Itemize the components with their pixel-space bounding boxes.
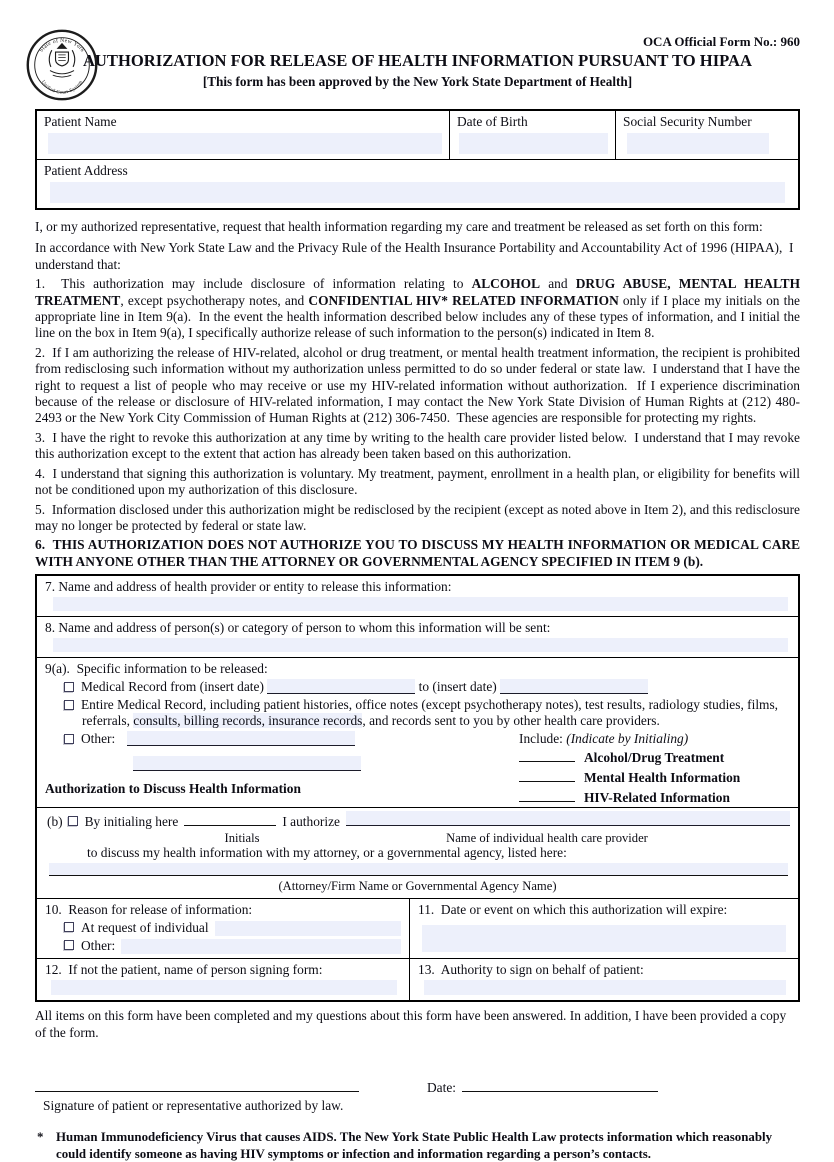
reason-other-label: Other: xyxy=(81,938,116,954)
form-number: OCA Official Form No.: 960 xyxy=(642,34,800,49)
patient-name-field[interactable] xyxy=(48,133,442,154)
item9b-row xyxy=(37,807,798,898)
request-individual-line xyxy=(64,920,401,936)
approval-note: [This form has been approved by the New York State Department of Health] xyxy=(202,74,633,89)
initialing-text: By initialing here xyxy=(84,814,179,830)
medical-record-text: Medical Record from (insert date) xyxy=(81,679,264,695)
initialing-line xyxy=(47,811,790,830)
item12-cell xyxy=(37,959,409,1000)
initialing-captions xyxy=(45,830,790,845)
authority-field[interactable] xyxy=(424,980,786,995)
alcohol-treatment-label: Alcohol/Drug Treatment xyxy=(584,750,725,766)
svg-text:Unified Court System: Unified Court System xyxy=(39,79,85,96)
term-item-6: 6. THIS AUTHORIZATION DOES NOT AUTHORIZE YOU TO DISCUSS MY HEALTH INFORMATION OR MEDICAL CARE WITH ANYONE OTHER THAN THE ATTORNEY OR GOVERNMENTAL AGENCY SPECIFIED IN ITEM 9 (b). xyxy=(35,537,800,569)
entire-record-text-end: , and records sent to you by other health care providers. xyxy=(362,713,660,729)
signature-block xyxy=(35,1078,800,1096)
item13-label: 13. Authority to sign on behalf of patient: xyxy=(418,962,644,978)
alcohol-initial-blank xyxy=(519,750,575,762)
discuss-authorization-checkbox[interactable] xyxy=(68,816,78,826)
footnote-text: Human Immunodeficiency Virus that causes AIDS. The New York State Public Health Law protects information which reasonably could identify someone as having HIV symptoms or infection and information regarding a person’s contacts. xyxy=(56,1129,773,1161)
patient-address-label: Patient Address xyxy=(44,163,128,178)
ssn-label: Social Security Number xyxy=(623,114,752,129)
intro-paragraph-1: I, or my authorized representative, request that health information regarding my care and treatment be released as set forth on this form: xyxy=(35,219,763,234)
signature-caption: Signature of patient or representative authorized by law. xyxy=(43,1097,344,1113)
mental-health-initial-blank xyxy=(519,770,575,782)
authorize-text: I authorize xyxy=(282,814,340,830)
provider-name-address-field[interactable] xyxy=(53,597,788,611)
initials-caption: Initials xyxy=(224,831,260,846)
request-individual-field[interactable] xyxy=(215,921,401,936)
other-info-field-2[interactable] xyxy=(133,756,361,771)
reason-other-checkbox[interactable] xyxy=(64,940,74,950)
patient-info-table xyxy=(35,109,800,210)
provider-caption: Name of individual health care provider xyxy=(446,831,648,846)
include-label-line xyxy=(519,731,807,747)
entire-record-highlighted-text: consults, billing records, insurance records xyxy=(133,713,363,729)
nys-unified-court-system-seal-icon xyxy=(25,28,99,102)
term1-bold-drug-abuse: DRUG ABUSE, MENTAL HEALTH TREATMENT xyxy=(35,276,801,308)
patient-address-cell xyxy=(37,159,798,208)
release-details-table xyxy=(35,574,800,1002)
signature-line xyxy=(35,1078,359,1092)
patient-name-cell xyxy=(37,111,449,159)
signer-name-field[interactable] xyxy=(51,980,397,995)
include-label: Include: xyxy=(519,731,563,747)
item10-cell xyxy=(37,899,409,958)
term1-text: only if I place my initials on the appropriate line in Item 9(a). In the event the health information described below includes any of these types of information, and I initial the line on the box in Item 9(a), I specifically authorize release of such information to the person(s) indicated in Item 8. xyxy=(35,292,800,341)
date-label: Date: xyxy=(427,1079,456,1095)
authorized-provider-field[interactable] xyxy=(346,811,790,826)
expiration-field[interactable] xyxy=(422,925,786,952)
dob-label: Date of Birth xyxy=(457,114,528,129)
hiv-footnote xyxy=(35,1129,800,1162)
agency-caption: (Attorney/Firm Name or Governmental Agency Name) xyxy=(278,879,557,894)
medical-record-checkbox[interactable] xyxy=(64,682,74,692)
mental-health-initial-line xyxy=(519,770,807,787)
alcohol-initial-line xyxy=(519,750,807,767)
item9a-label: 9(a). Specific information to be released: xyxy=(45,661,268,677)
request-individual-checkbox[interactable] xyxy=(64,922,74,932)
item11-cell xyxy=(409,899,798,958)
ssn-cell xyxy=(615,111,798,159)
item9a-row xyxy=(37,657,798,807)
date-line xyxy=(462,1078,658,1092)
form-header xyxy=(35,26,800,100)
term1-text: and xyxy=(540,276,576,292)
mental-health-label: Mental Health Information xyxy=(584,770,741,786)
item10-label: 10. Reason for release of information: xyxy=(45,902,253,918)
item8-label: 8. Name and address of person(s) or category of person to whom this information will be sent: xyxy=(45,620,551,636)
request-individual-label: At request of individual xyxy=(81,920,209,936)
item13-cell xyxy=(409,959,798,1000)
term1-text: , except psychotherapy notes, and xyxy=(120,292,309,308)
medical-record-to-text: to (insert date) xyxy=(418,679,497,695)
patient-name-label: Patient Name xyxy=(44,114,117,129)
svg-text:State of New York: State of New York xyxy=(38,37,86,54)
other-info-label: Other: xyxy=(81,731,116,747)
dob-field[interactable] xyxy=(459,133,608,154)
reason-other-line xyxy=(64,938,401,954)
entire-record-checkbox[interactable] xyxy=(64,700,74,710)
closing-statement: All items on this form have been completed and my questions about this form have been answered. In addition, I have been provided a copy of the form. xyxy=(35,1008,787,1040)
discuss-heading: Authorization to Discuss Health Information xyxy=(45,781,301,797)
term1-bold-alcohol: ALCOHOL xyxy=(471,276,541,292)
item7-row xyxy=(37,576,798,616)
term-item-3: 3. I have the right to revoke this authorization at any time by writing to the health care provider listed below. I understand that I may revoke this authorization except to the extent that action has already been taken based on this authorization. xyxy=(35,429,800,462)
entire-record-text: Entire Medical Record, including patient histories, office notes (except psychotherapy notes), test results, radiology studies, films, referrals, xyxy=(81,697,779,729)
hiv-initial-blank xyxy=(519,790,575,802)
patient-address-field[interactable] xyxy=(50,182,785,203)
discuss-text: to discuss my health information with my attorney, or a governmental agency, listed here: xyxy=(87,845,567,861)
term1-bold-hiv: CONFIDENTIAL HIV* RELATED INFORMATION xyxy=(308,292,619,308)
item7-label: 7. Name and address of health provider or entity to release this information: xyxy=(45,579,452,595)
term1-text: 1. This authorization may include disclosure of information relating to xyxy=(35,276,472,292)
item12-label: 12. If not the patient, name of person signing form: xyxy=(45,962,323,978)
include-column xyxy=(519,731,807,807)
initials-blank xyxy=(184,813,276,826)
medical-record-line xyxy=(64,679,790,695)
reason-other-field[interactable] xyxy=(121,939,401,954)
item11-label: 11. Date or event on which this authorization will expire: xyxy=(418,902,728,918)
dob-cell xyxy=(449,111,615,159)
term-item-1 xyxy=(35,276,800,342)
date-from-field[interactable] xyxy=(267,679,415,694)
term-item-4: 4. I understand that signing this authorization is voluntary. My treatment, payment, enrollment in a health plan, or eligibility for benefits will not be conditioned upon my authorization of this disclosure. xyxy=(35,465,800,498)
other-info-field-1[interactable] xyxy=(127,731,355,746)
date-group xyxy=(427,1078,658,1096)
date-to-field[interactable] xyxy=(500,679,648,694)
item9b-label: (b) xyxy=(47,814,63,830)
form-title: AUTHORIZATION FOR RELEASE OF HEALTH INFORMATION PURSUANT TO HIPAA xyxy=(82,51,753,70)
item9a-bottom-area xyxy=(45,731,790,806)
term-item-5: 5. Information disclosed under this authorization might be redisclosed by the recipient (except as noted above in Item 2), and this redisclosure may no longer be protected by federal or state law. xyxy=(35,501,800,533)
other-info-checkbox[interactable] xyxy=(64,734,74,744)
include-note: (Indicate by Initialing) xyxy=(566,731,689,747)
attorney-agency-field[interactable] xyxy=(49,863,788,876)
item8-row xyxy=(37,616,798,657)
item12-13-row xyxy=(37,958,798,1000)
recipient-name-address-field[interactable] xyxy=(53,638,788,652)
entire-record-line xyxy=(64,697,790,729)
intro-paragraph-2: In accordance with New York State Law and the Privacy Rule of the Health Insurance Portability and Accountability Act of 1996 (HIPAA), I understand that: xyxy=(35,240,794,272)
term-item-2: 2. If I am authorizing the release of HIV-related, alcohol or drug treatment, or mental health treatment information, the recipient is prohibited from redisclosing such information without my authorization unless permitted to do so under federal or state law. I understand that I have the right to request a list of people who may receive or use my HIV-related information without authorization. If I experience discrimination because of the release or disclosure of HIV-related information, I may contact the New York State Division of Human Rights at (212) 480-2493 or the New York City Commission of Human Rights at (212) 306-7450. These agencies are responsible for protecting my rights. xyxy=(35,344,800,426)
ssn-field[interactable] xyxy=(627,133,769,154)
hiv-initial-line xyxy=(519,790,807,807)
hiv-related-label: HIV-Related Information xyxy=(584,790,730,806)
item10-11-row xyxy=(37,898,798,958)
footnote-asterisk: * xyxy=(37,1129,44,1144)
